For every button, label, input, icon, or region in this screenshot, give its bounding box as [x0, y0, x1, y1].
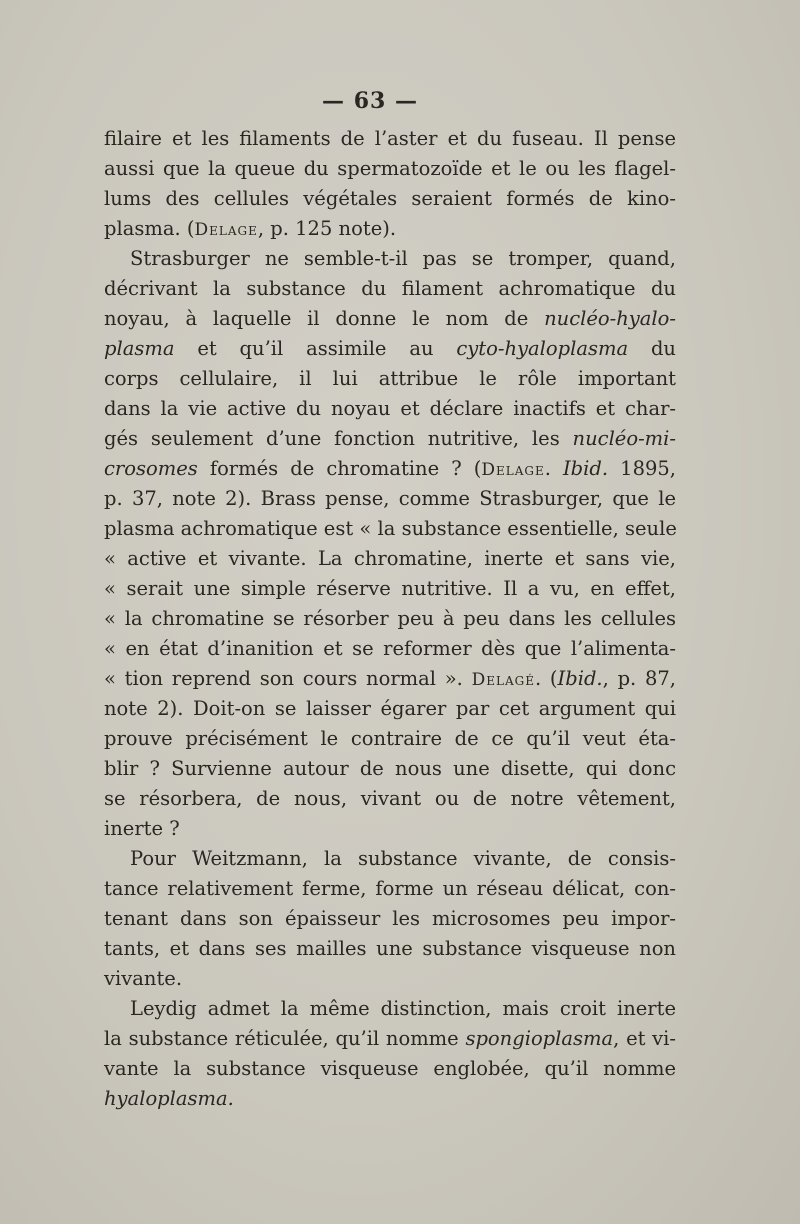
- italic-term: cyto-hyaloplasma: [456, 337, 629, 360]
- italic-term: plasma: [104, 337, 175, 360]
- text-segment: vivante.: [104, 967, 183, 990]
- text-segment: décrivant la substance du filament achromatique du: [104, 277, 676, 300]
- text-line: [104, 874, 676, 904]
- text-segment: aussi que la queue du spermatozoïde et le ou les flagel-: [104, 157, 676, 180]
- text-line: [104, 634, 676, 664]
- text-segment: la substance réticulée, qu’il nomme: [104, 1027, 466, 1050]
- text-segment: « active et vivante. La chromatine, inerte et sans vie,: [104, 547, 676, 570]
- text-segment: « tion reprend son cours normal ».: [104, 667, 472, 690]
- text-segment: corps cellulaire, il lui attribue le rôle important: [104, 367, 676, 390]
- text-line: [104, 664, 676, 694]
- author-name: Delage: [481, 460, 545, 480]
- text-segment: gés seulement d’une fonction nutritive, les: [104, 427, 573, 450]
- text-segment: et qu’il assimile au: [174, 337, 457, 360]
- text-segment: , p. 87,: [602, 667, 676, 690]
- text-segment: « en état d’inanition et se reformer dès que l’alimenta-: [104, 637, 676, 660]
- italic-term: Ibid.: [562, 457, 609, 480]
- text-line: [104, 784, 676, 814]
- text-line: [104, 754, 676, 784]
- text-line: [104, 514, 676, 544]
- text-line: [104, 964, 676, 994]
- text-segment: . (: [534, 667, 558, 690]
- text-line: [104, 244, 676, 274]
- author-name: Delage: [194, 220, 258, 240]
- body-text: [104, 124, 676, 1114]
- text-segment: Pour Weitzmann, la substance vivante, de consis-: [130, 847, 676, 870]
- text-line: [104, 334, 676, 364]
- text-segment: tance relativement ferme, forme un réseau délicat, con-: [104, 877, 676, 900]
- text-line: [104, 814, 676, 844]
- text-line: [104, 574, 676, 604]
- text-line: [104, 454, 676, 484]
- text-segment: blir ? Survienne autour de nous une disette, qui donc: [104, 757, 676, 780]
- text-line: [104, 934, 676, 964]
- text-line: [104, 274, 676, 304]
- text-line: [104, 304, 676, 334]
- italic-term: hyaloplasma.: [104, 1087, 234, 1110]
- italic-term: crosomes: [104, 457, 198, 480]
- italic-term: nucléo-hyalo-: [544, 307, 676, 330]
- text-segment: dans la vie active du noyau et déclare inactifs et char-: [104, 397, 676, 420]
- text-segment: , p. 125 note).: [257, 217, 397, 240]
- text-segment: lums des cellules végétales seraient formés de kino-: [104, 187, 676, 210]
- text-segment: 1895,: [608, 457, 676, 480]
- text-segment: note 2). Doit-on se laisser égarer par cet argument qui: [104, 697, 676, 720]
- text-segment: inerte ?: [104, 817, 180, 840]
- text-line: [104, 694, 676, 724]
- text-segment: formés de chromatine ? (: [197, 457, 482, 480]
- text-segment: .: [544, 457, 563, 480]
- text-line: [104, 904, 676, 934]
- italic-term: Ibid.: [557, 667, 603, 690]
- text-line: [104, 364, 676, 394]
- text-line: [104, 604, 676, 634]
- text-line: [104, 1054, 676, 1084]
- text-line: [104, 844, 676, 874]
- text-line: [104, 214, 676, 244]
- text-segment: prouve précisément le contraire de ce qu’il veut éta-: [104, 727, 676, 750]
- text-segment: Strasburger ne semble-t-il pas se tromper, quand,: [130, 247, 676, 270]
- text-segment: p. 37, note 2). Brass pense, comme Strasburger, que le: [104, 487, 676, 510]
- text-segment: se résorbera, de nous, vivant ou de notre vêtement,: [104, 787, 676, 810]
- text-segment: « la chromatine se résorber peu à peu dans les cellules: [104, 607, 676, 630]
- italic-term: spongioplasma: [465, 1027, 614, 1050]
- text-segment: filaire et les filaments de l’aster et du fuseau. Il pense: [104, 127, 676, 150]
- text-segment: plasma. (: [104, 217, 195, 240]
- text-segment: « serait une simple réserve nutritive. Il a vu, en effet,: [104, 577, 676, 600]
- text-segment: , et vi-: [613, 1027, 676, 1050]
- text-line: [104, 184, 676, 214]
- text-line: [104, 994, 676, 1024]
- text-segment: du: [628, 337, 676, 360]
- italic-term: nucléo-mi-: [572, 427, 676, 450]
- text-segment: tenant dans son épaisseur les microsomes peu impor-: [104, 907, 676, 930]
- text-line: [104, 1024, 676, 1054]
- text-line: [104, 424, 676, 454]
- text-segment: noyau, à laquelle il donne le nom de: [104, 307, 545, 330]
- author-name: Delagé: [471, 670, 535, 690]
- text-segment: vante la substance visqueuse englobée, qu’il nomme: [104, 1057, 676, 1080]
- text-line: [104, 394, 676, 424]
- text-line: [104, 1084, 676, 1114]
- text-line: [104, 724, 676, 754]
- text-line: [104, 124, 676, 154]
- text-line: [104, 544, 676, 574]
- text-line: [104, 484, 676, 514]
- text-segment: plasma achromatique est « la substance essentielle, seule: [104, 517, 677, 540]
- page-number: — 63 —: [322, 88, 418, 114]
- text-line: [104, 154, 676, 184]
- text-segment: tants, et dans ses mailles une substance visqueuse non: [104, 937, 676, 960]
- text-segment: Leydig admet la même distinction, mais croit inerte: [130, 997, 676, 1020]
